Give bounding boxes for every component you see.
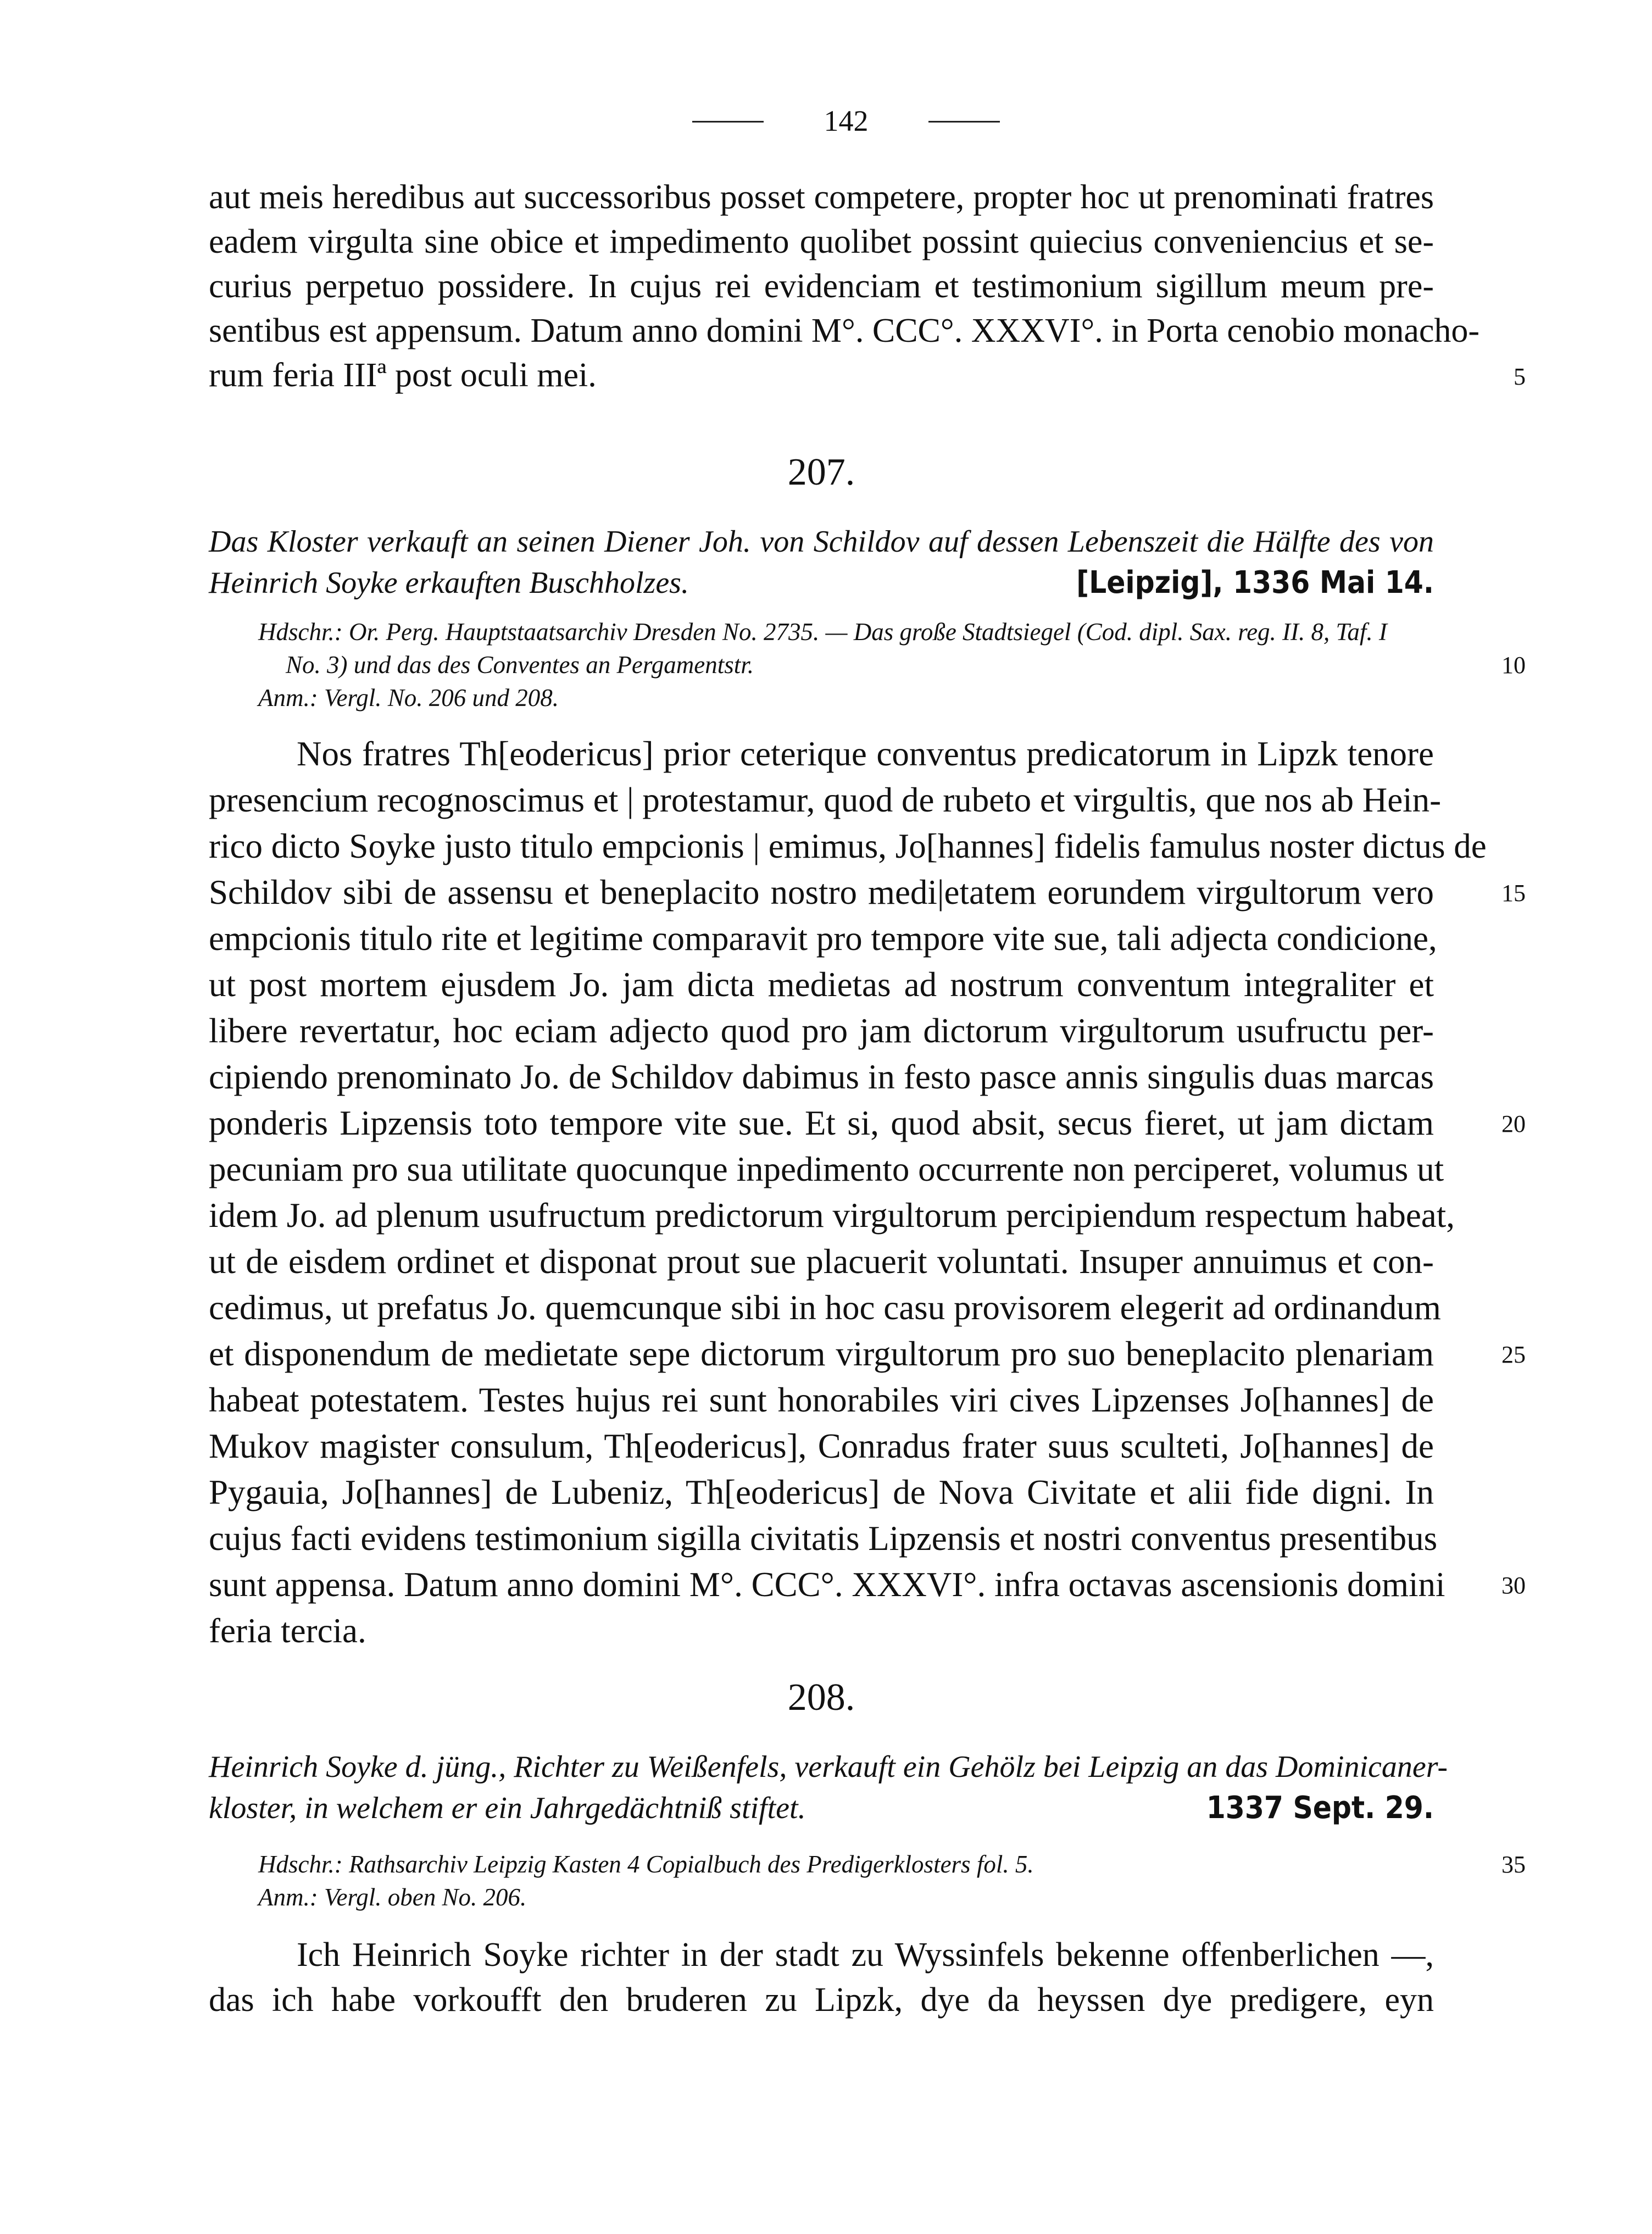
intro-line: eadem virgulta sine obice et impedimento quolibet possint quiecius conveniencius et se- xyxy=(209,223,1434,260)
regest-207-line: Heinrich Soyke erkauften Buschholzes. xyxy=(209,566,689,600)
text-207-line: ponderis Lipzensis toto tempore vite sue. Et si, quod absit, secus fieret, ut jam dictam xyxy=(209,1104,1434,1142)
intro-line: rum feria IIIª post oculi mei. xyxy=(209,357,597,394)
annotation-207: Anm.: Vergl. No. 206 und 208. xyxy=(258,684,559,712)
text-207-line: cipiendo prenominato Jo. de Schildov dabimus in festo pasce annis singulis duas marcas xyxy=(209,1058,1434,1096)
line-number: 15 xyxy=(1501,880,1526,907)
page-header xyxy=(692,99,1000,143)
intro-line: aut meis heredibus aut successoribus posset competere, propter hoc ut prenominati fratres xyxy=(209,179,1434,216)
text-207-line: Pygauia, Jo[hannes] de Lubeniz, Th[eodericus] de Nova Civitate et alii fide digni. In xyxy=(209,1473,1434,1511)
text-207-line: habeat potestatem. Testes hujus rei sunt honorabiles viri cives Lipzenses Jo[hannes] de xyxy=(209,1381,1434,1419)
line-number: 10 xyxy=(1501,652,1526,679)
source-note-208: Hdschr.: Rathsarchiv Leipzig Kasten 4 Copialbuch des Predigerklosters fol. 5. xyxy=(258,1850,1034,1878)
text-207-line: pecuniam pro sua utilitate quocunque inpedimento occurrente non perciperet, volumus ut xyxy=(209,1150,1444,1188)
text-207-line: cedimus, ut prefatus Jo. quemcunque sibi in hoc casu provisorem elegerit ad ordinandum xyxy=(209,1288,1441,1327)
regest-208-line: kloster, in welchem er ein Jahrgedächtniß stiftet. xyxy=(209,1791,806,1825)
text-207-line: idem Jo. ad plenum usufructum predictorum virgultorum percipiendum respectum habeat, xyxy=(209,1196,1455,1235)
line-number: 25 xyxy=(1501,1341,1526,1368)
text-207-line: ut de eisdem ordinet et disponat prout sue placuerit voluntati. Insuper annuimus et con- xyxy=(209,1242,1434,1281)
intro-line: sentibus est appensum. Datum anno domini M°. CCC°. XXXVI°. in Porta cenobio monacho- xyxy=(209,312,1480,349)
text-208-line: das ich habe vorkoufft den bruderen zu Lipzk, dye da heyssen dye predigere, eyn xyxy=(209,1981,1434,2019)
text-207-line: libere revertatur, hoc eciam adjecto quod pro jam dictorum virgultorum usufructu per- xyxy=(209,1012,1434,1050)
text-207-line: cujus facti evidens testimonium sigilla civitatis Lipzensis et nostri conventus presentibus xyxy=(209,1519,1438,1558)
text-207-line: empcionis titulo rite et legitime comparavit pro tempore vite sue, tali adjecta condicione, xyxy=(209,919,1437,958)
regest-208-row xyxy=(209,1788,1434,1828)
document-date-208: 1337 Sept. 29. xyxy=(1206,1790,1434,1826)
text-208-line: Ich Heinrich Soyke richter in der stadt zu Wyssinfels bekenne offenberlichen —, xyxy=(297,1936,1434,1974)
text-207-line: feria tercia. xyxy=(209,1611,366,1650)
document-date-207: [Leipzig], 1336 Mai 14. xyxy=(1076,565,1434,601)
document-number-207: 207. xyxy=(787,451,855,493)
regest-207-line: Das Kloster verkauft an seinen Diener Joh. von Schildov auf dessen Lebenszeit die Hälfte des von xyxy=(209,525,1434,559)
line-number: 20 xyxy=(1501,1110,1526,1137)
intro-line: curius perpetuo possidere. In cujus rei evidenciam et testimonium sigillum meum pre- xyxy=(209,268,1434,305)
text-207-line: et disponendum de medietate sepe dictorum virgultorum pro suo beneplacito plenariam xyxy=(209,1335,1434,1373)
text-207-line: Mukov magister consulum, Th[eodericus], Conradus frater suus sculteti, Jo[hannes] de xyxy=(209,1427,1434,1465)
text-207-line: sunt appensa. Datum anno domini M°. CCC°. XXXVI°. infra octavas ascensionis domini xyxy=(209,1565,1445,1604)
header-rule-right xyxy=(928,121,1000,123)
source-note-207: No. 3) und das des Conventes an Pergamentstr. xyxy=(286,651,754,679)
text-207-line: presencium recognoscimus et | protestamur, quod de rubeto et virgultis, que nos ab Hein- xyxy=(209,781,1442,819)
annotation-208: Anm.: Vergl. oben No. 206. xyxy=(258,1883,527,1911)
regest-208-line: Heinrich Soyke d. jüng., Richter zu Weißenfels, verkauft ein Gehölz bei Leipzig an das Dominicaner- xyxy=(209,1750,1448,1784)
text-207-line: rico dicto Soyke justo titulo empcionis | emimus, Jo[hannes] fidelis famulus noster dictus de xyxy=(209,827,1487,865)
line-number: 35 xyxy=(1501,1851,1526,1878)
document-number-208: 208. xyxy=(787,1676,855,1719)
text-207-line: Schildov sibi de assensu et beneplacito nostro medi|etatem eorundem virgultorum vero xyxy=(209,873,1434,912)
text-207-line: Nos fratres Th[eodericus] prior ceterique conventus predicatorum in Lipzk tenore xyxy=(297,735,1434,773)
page-number: 142 xyxy=(824,104,869,137)
regest-207-row xyxy=(209,563,1434,603)
source-note-207: Hdschr.: Or. Perg. Hauptstaatsarchiv Dresden No. 2735. — Das große Stadtsiegel (Cod. dipl. Sax. reg. II. 8, Taf. I xyxy=(258,618,1387,646)
line-number: 5 xyxy=(1514,363,1526,390)
text-207-line: ut post mortem ejusdem Jo. jam dicta medietas ad nostrum conventum integraliter et xyxy=(209,965,1434,1004)
line-number: 30 xyxy=(1501,1572,1526,1599)
